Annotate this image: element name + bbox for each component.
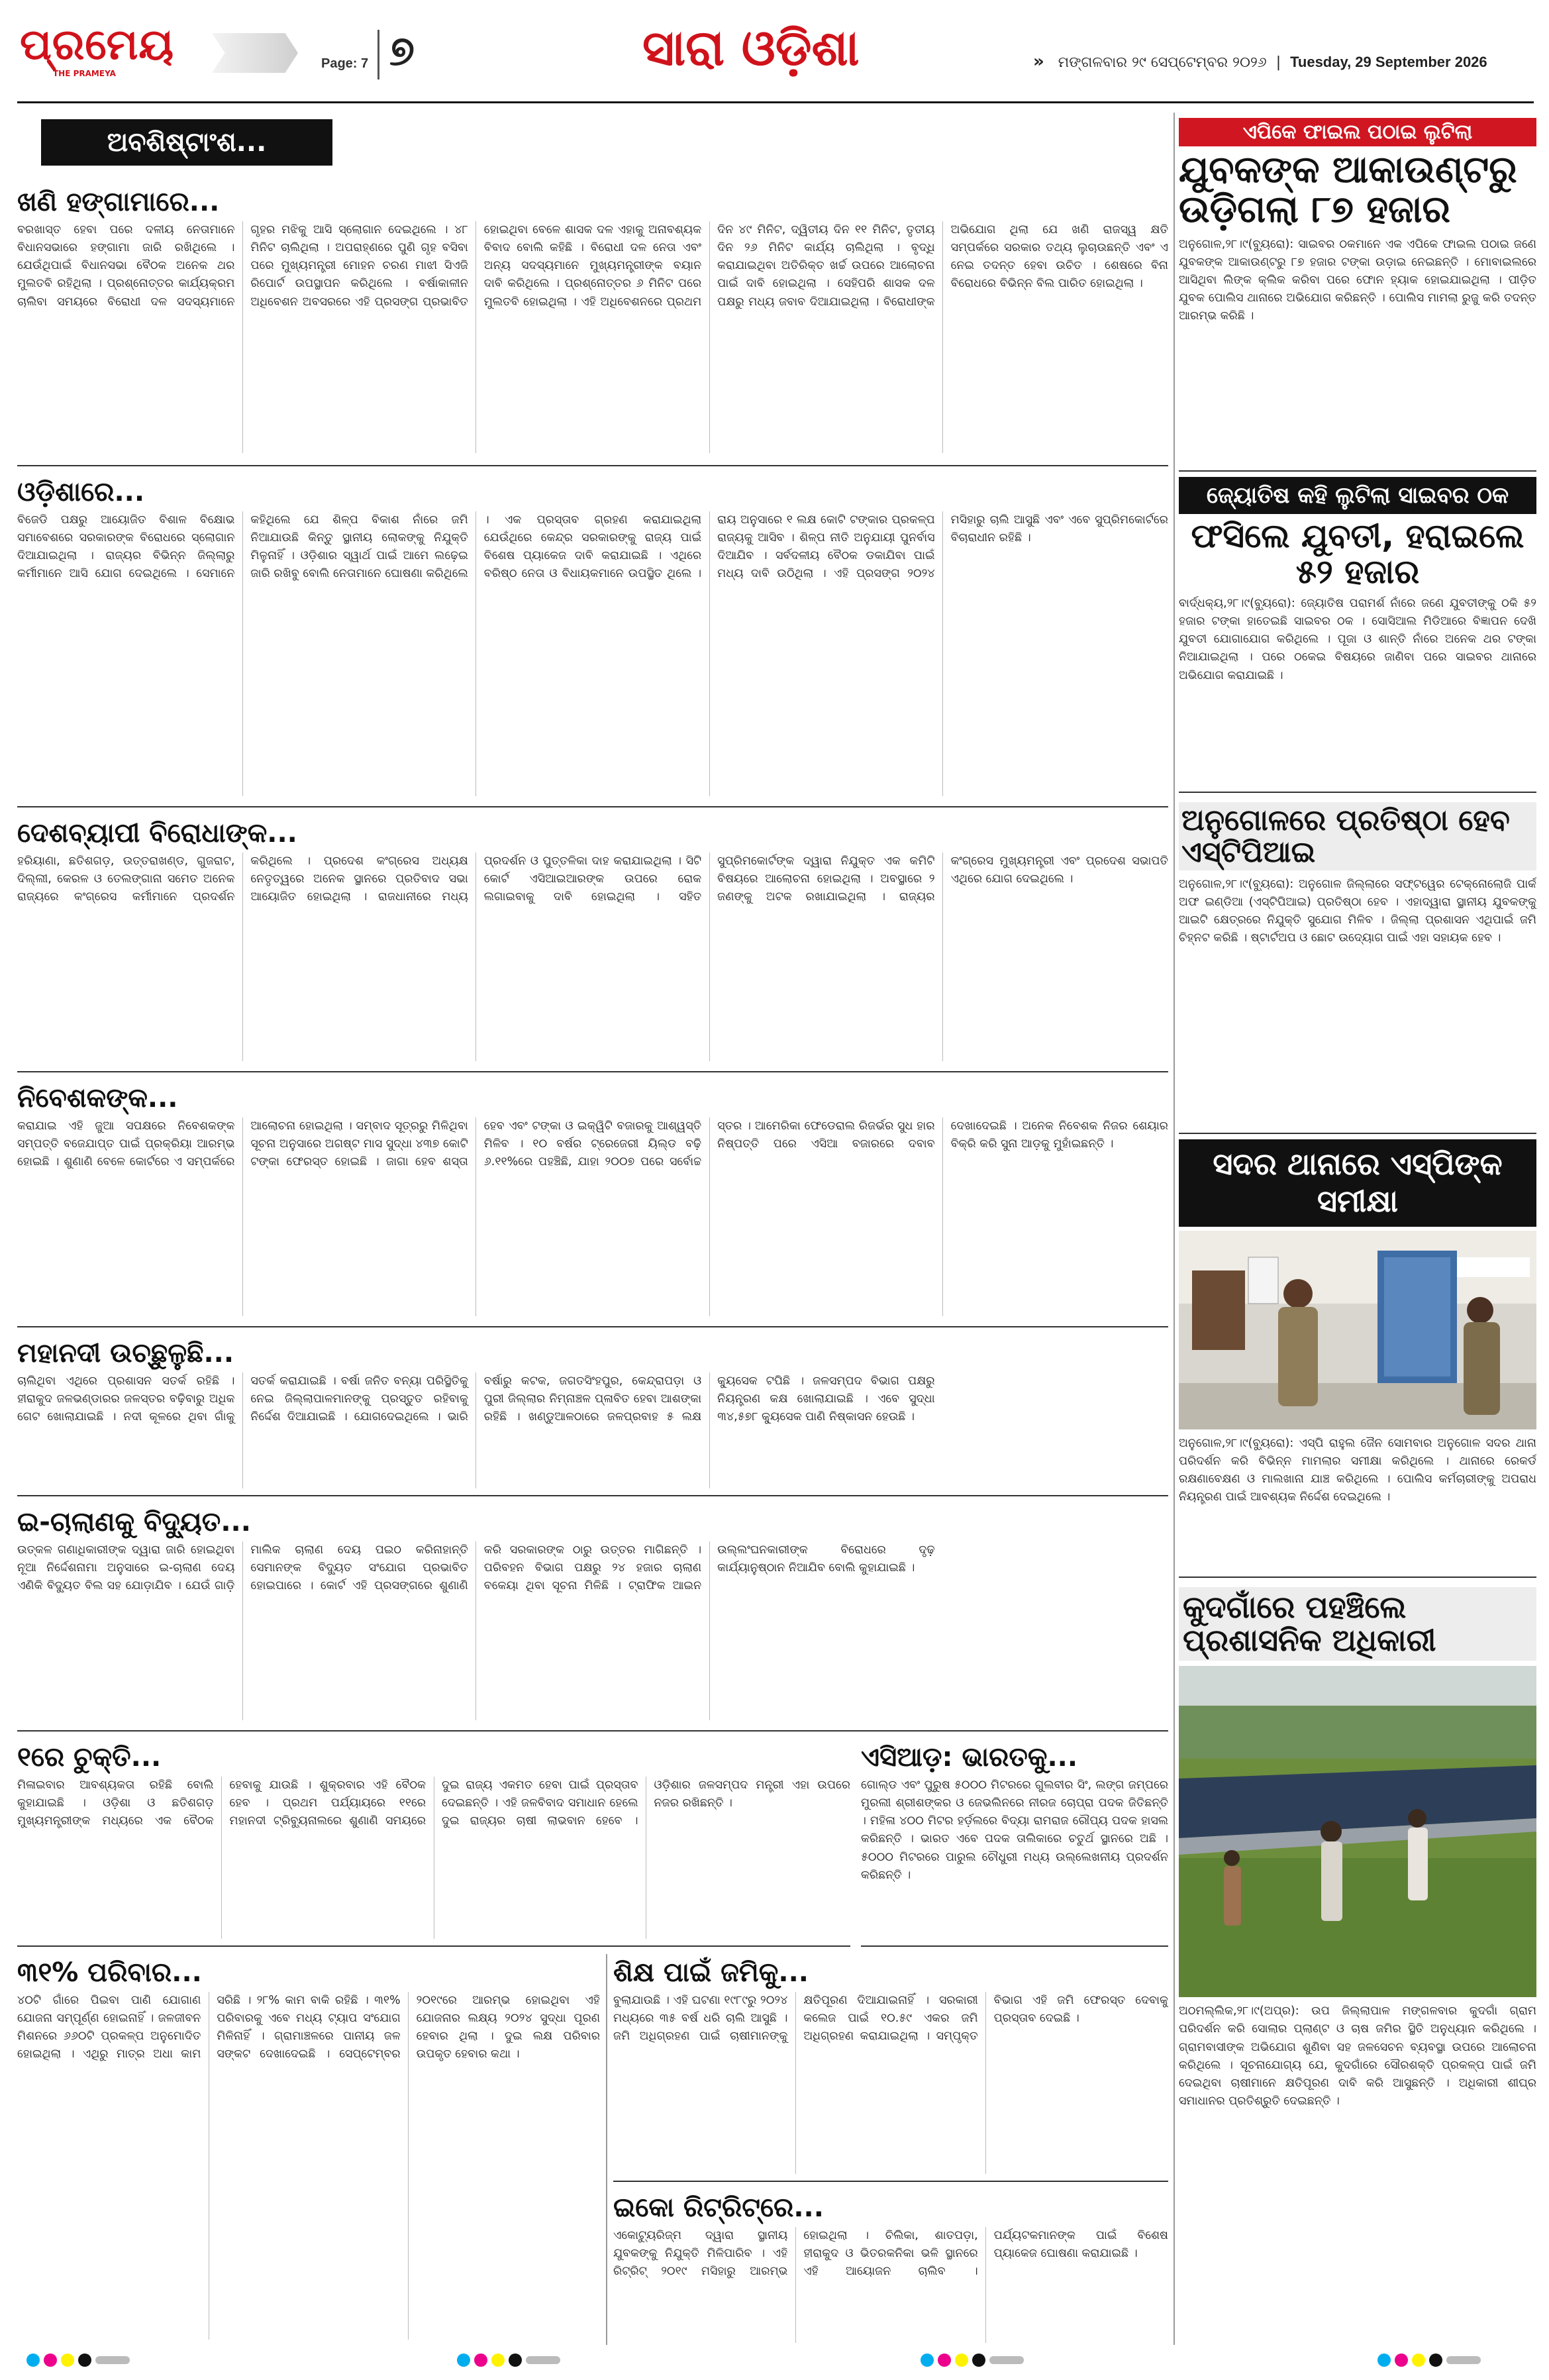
article-investors: [17, 1078, 1168, 1327]
black-dot: [509, 2354, 522, 2367]
grey-strip: [989, 2356, 1024, 2364]
page-number: ୭: [389, 26, 415, 75]
black-dot: [972, 2354, 985, 2367]
right-article-kudgaon: [1179, 1583, 1536, 2345]
cyan-dot: [921, 2354, 934, 2367]
article-kicker: ଶିକ୍ଷ ପାଇଁ ଜମିକୁ...: [613, 1957, 809, 1988]
article-protest: [17, 813, 1168, 1072]
article-kicker: ଇ-ଚାଲାଣକୁ ବିଦ୍ୟୁତ...: [17, 1507, 251, 1537]
article-body: ଅନୁଗୋଳ,୨୮।୯(ବ୍ୟୁରୋ): ଅନୁଗୋଳ ଜିଲ୍ଲାରେ ସଫ୍ଟୱେର ଟେକ୍ନୋଲୋଜି ପାର୍କ ଅଫ ଇଣ୍ଡିଆ (ଏସ୍‌ଟିପିଆଇ) ପ୍ରତିଷ୍ଠା ହେବ । ଏହାଦ୍ୱାରା ସ୍ଥାନୀୟ ଯୁବକଙ୍କୁ ଆଇଟି କ୍ଷେତ୍ରରେ ନିଯୁକ୍ତି ସୁଯୋଗ ମିଳିବ । ଜିଲ୍ଲା ପ୍ରଶାସନ ଏଥିପାଇଁ ଜମି ଚିହ୍ନଟ କରିଛି । ଷ୍ଟାର୍ଟଅପ ଓ ଛୋଟ ଉଦ୍ୟୋଗ ପାଇଁ ଏହା ସହାୟକ ହେବ ।: [1179, 878, 1536, 945]
article-body: ଉତ୍କଳ ଗଣାଧିକାରୀଙ୍କ ଦ୍ୱାରା ଜାରି ହୋଇଥିବା ନୂଆ ନିର୍ଦ୍ଦେଶନାମା ଅନୁସାରେ ଇ-ଚାଲାଣ ଦେୟ ଏଣିକି ବିଦ୍ୟୁତ ବିଲ ସହ ଯୋଡ଼ାଯିବ । ଯେଉଁ ଗାଡ଼ି ମାଲିକ ଚାଲାଣ ଦେୟ ପଇଠ କରିନାହାନ୍ତି ସେମାନଙ୍କ ବିଦ୍ୟୁତ ସଂଯୋଗ ପ୍ରଭାବିତ ହୋଇପାରେ । କୋର୍ଟ ଏହି ପ୍ରସଙ୍ଗରେ ଶୁଣାଣି କରି ସରକାରଙ୍କ ଠାରୁ ଉତ୍ତର ମାଗିଛନ୍ତି । ପରିବହନ ବିଭାଗ ପକ୍ଷରୁ ୨୪ ହଜାର ଚାଲାଣ ବକେୟା ଥିବା ସୂଚନା ମିଳିଛି । ଟ୍ରାଫିକ ଆଇନ ଉଲ୍ଲଂଘନକାରୀଙ୍କ ବିରୋଧରେ ଦୃଢ଼ କାର୍ଯ୍ୟାନୁଷ୍ଠାନ ନିଆଯିବ ବୋଲି କୁହାଯାଇଛି ।: [17, 1543, 935, 1593]
article-kicker: ୧ରେ ଚୁକ୍ତି...: [17, 1742, 162, 1773]
article-asiad: [861, 1737, 1168, 1947]
column-divider: [1174, 113, 1175, 2345]
article-headline: ଅନୁଗୋଳରେ ପ୍ରତିଷ୍ଠା ହେବ ଏସ୍‌ଟିପିଆଇ: [1179, 802, 1536, 870]
article-body: ଚାଲିଥିବା ଏଥିରେ ପ୍ରଶାସନ ସତର୍କ ରହିଛି । ହୀରାକୁଦ ଜଳଭଣ୍ଡାରର ଜଳସ୍ତର ବଢ଼ିବାରୁ ଅଧିକ ଗେଟ ଖୋଲାଯାଇଛି । ନଦୀ କୂଳରେ ଥିବା ଗାଁକୁ ସତର୍କ କରାଯାଇଛି । ବର୍ଷା ଜନିତ ବନ୍ୟା ପରିସ୍ଥିତିକୁ ନେଇ ଜିଲ୍ଲାପାଳମାନଙ୍କୁ ପ୍ରସ୍ତୁତ ରହିବାକୁ ନିର୍ଦ୍ଦେଶ ଦିଆଯାଇଛି । ଯୋଗଦେଇଥିଲେ । ଭାରି ବର୍ଷାରୁ କଟକ, ଜଗତସିଂହପୁର, କେନ୍ଦ୍ରାପଡ଼ା ଓ ପୁରୀ ଜିଲ୍ଲାର ନିମ୍ନାଞ୍ଚଳ ପ୍ଳାବିତ ହେବା ଆଶଙ୍କା ରହିଛି । ଖଣ୍ଡୁଆଳଠାରେ ଜଳପ୍ରବାହ ୫ ଲକ୍ଷ କ୍ୟୁସେକ ଟପିଛି । ଜଳସମ୍ପଦ ବିଭାଗ ପକ୍ଷରୁ ନିୟନ୍ତ୍ରଣ କକ୍ଷ ଖୋଲାଯାଇଛି । ଏବେ ସୁଦ୍ଧା ୩୪,୫୭୮ କ୍ୟୁସେକ ପାଣି ନିଷ୍କାସନ ହେଉଛି ।: [17, 1374, 935, 1424]
article-headline: ସଦର ଥାନାରେ ଏସ୍‌ପିଙ୍କ ସମୀକ୍ଷା: [1179, 1139, 1536, 1227]
article-kicker: ଏସିଆଡ଼: ଭାରତକୁ...: [861, 1742, 1078, 1773]
grey-strip: [1446, 2356, 1481, 2364]
grey-strip: [95, 2356, 130, 2364]
right-article-astrology: [1179, 477, 1536, 793]
article-body: ହରିୟାଣା, ଛତିଶଗଡ଼, ଉତ୍ତରାଖଣ୍ଡ, ଗୁଜରାଟ, ଦିଲ୍ଲୀ, କେରଳ ଓ ତେଲଙ୍ଗାନା ସମେତ ଅନେକ ରାଜ୍ୟରେ କଂଗ୍ରେସ କର୍ମୀମାନେ ପ୍ରଦର୍ଶନ କରିଥିଲେ । ପ୍ରଦେଶ କଂଗ୍ରେସ ଅଧ୍ୟକ୍ଷ ନେତୃତ୍ୱରେ ଅନେକ ସ୍ଥାନରେ ପ୍ରତିବାଦ ସଭା ଆୟୋଜିତ ହୋଇଥିଲା । ରାଜଧାନୀରେ ମଧ୍ୟ ପ୍ରଦର୍ଶନ ଓ ପୁତ୍ତଳିକା ଦାହ କରାଯାଇଥିଲା । ସିଟି କୋର୍ଟ ଏସିଆଇଆରଙ୍କ ଉପରେ ରୋକ ଲଗାଇବାକୁ ଦାବି ହୋଇଥିଲା । ସହିତ ସୁପ୍ରିମକୋର୍ଟଙ୍କ ଦ୍ୱାରା ନିଯୁକ୍ତ ଏକ କମିଟି ବିଷୟରେ ଆଲୋଚନା ହୋଇଥିଲା । ଅବସ୍ଥାରେ ୨ ଜଣଙ୍କୁ ଅଟକ ରଖାଯାଇଥିଲା । ରାଜ୍ୟର କଂଗ୍ରେସ ମୁଖ୍ୟମନ୍ତ୍ରୀ ଏବଂ ପ୍ରଦେଶ ସଭାପତି ଏଥିରେ ଯୋଗ ଦେଇଥିଲେ ।: [17, 854, 1168, 904]
newspaper-logo-subtitle: THE PRAMEYA: [53, 69, 116, 78]
magenta-dot: [474, 2354, 487, 2367]
cyan-dot: [1377, 2354, 1391, 2367]
police-station-photo-image: [1179, 1231, 1536, 1429]
article-body: ୪୦ଟି ଗାଁରେ ପିଇବା ପାଣି ଯୋଗାଣ ଯୋଜନା ସମ୍ପୂର୍ଣ୍ଣ ହୋଇନାହିଁ । ଜଳଜୀବନ ମିଶନରେ ୬୬୦ଟି ପ୍ରକଳ୍ପ ଅନୁମୋଦିତ ହୋଇଥିଲା । ଏଥିରୁ ମାତ୍ର ଅଧା କାମ ସରିଛି । ୨୮% କାମ ବାକି ରହିଛି । ୩୧% ପରିବାରକୁ ଏବେ ମଧ୍ୟ ଟ୍ୟାପ ସଂଯୋଗ ମିଳିନାହିଁ । ଗ୍ରାମାଞ୍ଚଳରେ ପାନୀୟ ଜଳ ସଙ୍କଟ ଦେଖାଦେଇଛି । ସେପ୍ଟେମ୍ବର ୨୦୧୯ରେ ଆରମ୍ଭ ହୋଇଥିବା ଏହି ଯୋଜନାର ଲକ୍ଷ୍ୟ ୨୦୨୪ ସୁଦ୍ଧା ପୂରଣ ହେବାର ଥିଲା । ଦୁଇ ଲକ୍ଷ ପରିବାର ଉପକୃତ ହେବାର କଥା ।: [17, 1994, 600, 2061]
magenta-dot: [938, 2354, 951, 2367]
article-body: ବିଜେଡି ପକ୍ଷରୁ ଆୟୋଜିତ ବିଶାଳ ବିକ୍ଷୋଭ ସମାବେଶରେ ସରକାରଙ୍କ ବିରୋଧରେ ସ୍ଲୋଗାନ ଦିଆଯାଇଥିଲା । ରାଜ୍ୟର ବିଭିନ୍ନ ଜିଲ୍ଲାରୁ କର୍ମୀମାନେ ଆସି ଯୋଗ ଦେଇଥିଲେ । ସେମାନେ କହିଥିଲେ ଯେ ଶିଳ୍ପ ବିକାଶ ନାଁରେ ଜମି ନିଆଯାଉଛି କିନ୍ତୁ ସ୍ଥାନୀୟ ଲୋକଙ୍କୁ ନିଯୁକ୍ତି ମିଳୁନାହିଁ । ଓଡ଼ିଶାର ସ୍ୱାର୍ଥ ପାଇଁ ଆମେ ଲଢ଼େଇ ଜାରି ରଖିବୁ ବୋଲି ନେତାମାନେ ଘୋଷଣା କରିଥିଲେ । ଏକ ପ୍ରସ୍ତାବ ଗ୍ରହଣ କରାଯାଇଥିଲା ଯେଉଁଥିରେ କେନ୍ଦ୍ର ସରକାରଙ୍କୁ ରାଜ୍ୟ ପାଇଁ ବିଶେଷ ପ୍ୟାକେଜ ଦାବି କରାଯାଇଛି । ଏଥିରେ ବରିଷ୍ଠ ନେତା ଓ ବିଧାୟକମାନେ ଉପସ୍ଥିତ ଥିଲେ । ରାୟ ଅନୁସାରେ ୧ ଲକ୍ଷ କୋଟି ଟଙ୍କାର ପ୍ରକଳ୍ପ ରାଜ୍ୟକୁ ଆସିବ । ଶିଳ୍ପ ନୀତି ଅନୁଯାୟୀ ପୁନର୍ବାସ ଦିଆଯିବ । ସର୍ବଦଳୀୟ ବୈଠକ ଡକାଯିବା ପାଇଁ ମଧ୍ୟ ଦାବି ଉଠିଥିଲା । ଏହି ପ୍ରସଙ୍ଗ ୨୦୨୪ ମସିହାରୁ ଚାଲି ଆସୁଛି ଏବଂ ଏବେ ସୁପ୍ରିମକୋର୍ଟରେ ବିଚାରାଧୀନ ରହିଛି ।: [17, 513, 1168, 581]
article-families: [17, 1952, 600, 2346]
double-chevron-icon: »: [1033, 52, 1044, 72]
print-registration-marks: [921, 2350, 1024, 2370]
article-headline: ଫସିଲେ ଯୁବତୀ, ହରାଇଲେ ୫୨ ହଜାର: [1191, 517, 1524, 591]
section-title: ସାରା ଓଡ଼ିଶା: [642, 20, 860, 77]
article-eco-retreat: [613, 2187, 1168, 2346]
divider: [606, 1954, 607, 2345]
yellow-dot: [61, 2354, 74, 2367]
page-label: Page: 7: [321, 56, 369, 71]
article-body: ଅନୁଗୋଳ,୨୮।୯(ବ୍ୟୁରୋ): ସାଇବର ଠକମାନେ ଏକ ଏପିକେ ଫାଇଲ ପଠାଇ ଜଣେ ଯୁବକଙ୍କ ଆକାଉଣ୍ଟରୁ ୮୭ ହଜାର ଟଙ୍କା ଉଡ଼ାଇ ନେଇଛନ୍ତି । ମୋବାଇଲରେ ଆସିଥିବା ଲିଙ୍କ କ୍ଲିକ କରିବା ପରେ ଫୋନ ହ୍ୟାକ ହୋଇଯାଇଥିଲା । ପୀଡ଼ିତ ଯୁବକ ପୋଲିସ ଥାନାରେ ଅଭିଯୋଗ କରିଛନ୍ତି । ପୋଲିସ ମାମଲା ରୁଜୁ କରି ତଦନ୍ତ ଆରମ୍ଭ କରିଛି ।: [1179, 237, 1536, 323]
article-body: ଅନୁଗୋଳ,୨୮।୯(ବ୍ୟୁରୋ): ଏସ୍‌ପି ରାହୁଲ ଜୈନ ସୋମବାର ଅନୁଗୋଳ ସଦର ଥାନା ପରିଦର୍ଶନ କରି ବିଭିନ୍ନ ମାମଲାର ସମୀକ୍ଷା କରିଥିଲେ । ଥାନାରେ ରେକର୍ଡ ରକ୍ଷଣାବେକ୍ଷଣ ଓ ମାଲଖାନା ଯାଞ୍ଚ କରିଥିଲେ । ପୋଲିସ କର୍ମଚାରୀଙ୍କୁ ଅପରାଧ ନିୟନ୍ତ୍ରଣ ପାଇଁ ଆବଶ୍ୟକ ନିର୍ଦ୍ଦେଶ ଦେଇଥିଲେ ।: [1179, 1437, 1536, 1504]
article-body: ଗୋଲ୍ଡ ଏବଂ ପୁରୁଷ ୫୦୦୦ ମିଟରରେ ଗୁଲବୀର ସିଂ, ଲଙ୍ଗ ଜମ୍ପରେ ମୁରଲୀ ଶ୍ରୀଶଙ୍କର ଓ ଜେଭଲିନରେ ନୀରଜ ଚୋପ୍ରା ପଦକ ଜିତିଛନ୍ତି । ମହିଳା ୪୦୦ ମିଟର ହର୍ଡ଼ଲରେ ବିଦ୍ୟା ରାମରାଜ ରୌପ୍ୟ ପଦକ ହାସଲ କରିଛନ୍ତି । ଭାରତ ଏବେ ପଦକ ତାଲିକାରେ ଚତୁର୍ଥ ସ୍ଥାନରେ ଅଛି । ୫୦୦୦ ମିଟରରେ ପାରୁଲ ଚୌଧୁରୀ ମଧ୍ୟ ଉଲ୍ଲେଖନୀୟ ପ୍ରଦର୍ଶନ କରିଛନ୍ତି ।: [861, 1779, 1168, 1882]
black-dot: [1429, 2354, 1442, 2367]
cyan-dot: [457, 2354, 470, 2367]
article-mahanadi: [17, 1333, 1168, 1496]
article-mining: [17, 174, 1168, 466]
article-kicker: ଖଣି ହଙ୍ଗାମାରେ...: [17, 187, 220, 217]
continuation-banner: ଅବଶିଷ୍ଟାଂଶ...: [41, 119, 332, 166]
article-body: ବୁଲାଯାଉଛି । ଏହି ଘଟଣା ୧୯୮୯ରୁ ୨୦୨୪ ମଧ୍ୟରେ ୩୫ ବର୍ଷ ଧରି ଚାଲି ଆସୁଛି । ଜମି ଅଧିଗ୍ରହଣ ପାଇଁ ଚାଷୀମାନଙ୍କୁ କ୍ଷତିପୂରଣ ଦିଆଯାଇନାହିଁ । ସରକାରୀ କଲେଜ ପାଇଁ ୧୦.୫୯ ଏକର ଜମି ଅଧିଗ୍ରହଣ କରାଯାଇଥିଲା । ସମ୍ପୃକ୍ତ ବିଭାଗ ଏହି ଜମି ଫେରସ୍ତ ଦେବାକୁ ପ୍ରସ୍ତାବ ଦେଇଛି ।: [613, 1994, 1168, 2044]
article-body: ମିଳାଇବାର ଆବଶ୍ୟକତା ରହିଛି ବୋଲି କୁହାଯାଇଛି । ଓଡ଼ିଶା ଓ ଛତିଶଗଡ଼ ମୁଖ୍ୟମନ୍ତ୍ରୀଙ୍କ ମଧ୍ୟରେ ଏକ ବୈଠକ ହେବାକୁ ଯାଉଛି । ଶୁକ୍ରବାର ଏହି ବୈଠକ ହେବ । ପ୍ରଥମ ପର୍ଯ୍ୟାୟରେ ୧୧ରେ ମହାନଦୀ ଟ୍ରିବ୍ୟୁନାଲରେ ଶୁଣାଣି ସମୟରେ ଦୁଇ ରାଜ୍ୟ ଏକମତ ହେବା ପାଇଁ ପ୍ରସ୍ତାବ ଦେଇଛନ୍ତି । ଏହି ଜଳବିବାଦ ସମାଧାନ ହେଲେ ଦୁଇ ରାଜ୍ୟର ଚାଷୀ ଲାଭବାନ ହେବେ । ଓଡ଼ିଶାର ଜଳସମ୍ପଦ ମନ୍ତ୍ରୀ ଏହା ଉପରେ ନଜର ରଖିଛନ୍ତି ।: [17, 1779, 850, 1828]
article-body: ବରଖାସ୍ତ ହେବା ପରେ ଦଳୀୟ ନେତାମାନେ ବିଧାନସଭାରେ ହଙ୍ଗାମା ଜାରି ରଖିଥିଲେ । ଯେଉଁଥିପାଇଁ ବିଧାନସଭା ବୈଠକ ଅନେକ ଥର ମୁଲତବି ରହିଥିଲା । ପ୍ରଶ୍ନୋତ୍ତର କାର୍ଯ୍ୟକ୍ରମ ଚାଲିବା ସମୟରେ ବିରୋଧୀ ଦଳ ସଦସ୍ୟମାନେ ଗୃହର ମଝିକୁ ଆସି ସ୍ଲୋଗାନ ଦେଇଥିଲେ । ୪୮ ମିନିଟ ଚାଲିଥିଲା । ଅପରାହ୍ଣରେ ପୁଣି ଗୃହ ବସିବା ପରେ ମୁଖ୍ୟମନ୍ତ୍ରୀ ମୋହନ ଚରଣ ମାଝୀ ସିଏଜି ରିପୋର୍ଟ ଉପସ୍ଥାପନ କରିଥିଲେ । ବର୍ଷାକାଳୀନ ଅଧିବେଶନ ଅବସରରେ ଏହି ପ୍ରସଙ୍ଗ ପ୍ରଭାବିତ ହୋଇଥିବା ବେଳେ ଶାସକ ଦଳ ଏହାକୁ ଅନାବଶ୍ୟକ ବିବାଦ ବୋଲି କହିଛି । ବିରୋଧୀ ଦଳ ନେତା ଏବଂ ଅନ୍ୟ ସଦସ୍ୟମାନେ ମୁଖ୍ୟମନ୍ତ୍ରୀଙ୍କ ବୟାନ ଦାବି କରିଥିଲେ । ପ୍ରଶ୍ନୋତ୍ତର ୬ ମିନିଟ ପରେ ମୁଲତବି ହୋଇଥିଲା । ଏହି ଅଧିବେଶନରେ ପ୍ରଥମ ଦିନ ୪୯ ମିନିଟ, ଦ୍ୱିତୀୟ ଦିନ ୧୧ ମିନିଟ, ତୃତୀୟ ଦିନ ୨୬ ମିନିଟ କାର୍ଯ୍ୟ ଚାଲିଥିଲା । ବୃଦ୍ଧି କରାଯାଇଥିବା ଅତିରିକ୍ତ ଖର୍ଚ୍ଚ ଉପରେ ଆଲୋଚନା ପାଇଁ ଦାବି ହୋଇଥିଲା । ସେହିପରି ଶାସକ ଦଳ ପକ୍ଷରୁ ମଧ୍ୟ ଜବାବ ଦିଆଯାଇଥିଲା । ବିରୋଧୀଙ୍କ ଅଭିଯୋଗ ଥିଲା ଯେ ଖଣି ରାଜସ୍ୱ କ୍ଷତି ସମ୍ପର୍କରେ ସରକାର ତଥ୍ୟ ଲୁଚାଉଛନ୍ତି ଏବଂ ଏ ନେଇ ତଦନ୍ତ ହେବା ଉଚିତ । ଶେଷରେ ବିନା ବିରୋଧରେ ବିଭିନ୍ନ ବିଲ ପାରିତ ହୋଇଥିଲା ।: [17, 223, 1168, 309]
chevron-decoration-icon: [212, 33, 298, 73]
yellow-dot: [1412, 2354, 1425, 2367]
article-headline: କୁଦଗାଁରେ ପହଞ୍ଚିଲେ ପ୍ରଶାସନିକ ଅଧିକାରୀ: [1179, 1587, 1536, 1661]
print-registration-marks: [26, 2350, 130, 2370]
article-agreement: [17, 1737, 850, 1947]
article-kicker: ୩୧% ପରିବାର...: [17, 1957, 202, 1988]
article-kicker: ଇକୋ ରିଟ୍ରିଟ୍‌ରେ...: [613, 2193, 824, 2223]
yellow-dot: [491, 2354, 505, 2367]
yellow-dot: [955, 2354, 968, 2367]
solar-field-photo: [1179, 1666, 1536, 1997]
solar-field-photo-image: [1179, 1666, 1536, 1997]
right-article-stpi: [1179, 798, 1536, 1134]
article-body: ଅଠମଲ୍ଲିକ,୨୮।୯(ଅପ୍ର): ଉପ ଜିଲ୍ଲାପାଳ ମଙ୍ଗଳବାର କୁଦଗାଁ ଗ୍ରାମ ପରିଦର୍ଶନ କରି ସୋଲାର ପ୍ଲାଣ୍ଟ ଓ ଚାଷ ଜମିର ସ୍ଥିତି ଅନୁଧ୍ୟାନ କରିଥିଲେ । ଗ୍ରାମବାସୀଙ୍କ ଅଭିଯୋଗ ଶୁଣିବା ସହ ଜଳସେଚନ ବ୍ୟବସ୍ଥା ଉପରେ ଆଲୋଚନା କରିଥିଲେ । ସୂଚନାଯୋଗ୍ୟ ଯେ, କୁଦଗାଁରେ ସୌରଶକ୍ତି ପ୍ରକଳ୍ପ ପାଇଁ ଜମି ଦେଇଥିବା ଚାଷୀମାନେ କ୍ଷତିପୂରଣ ଦାବି କରି ଆସୁଛନ୍ତି । ଅଧିକାରୀ ଶୀଘ୍ର ସମାଧାନର ପ୍ରତିଶ୍ରୁତି ଦେଇଛନ୍ତି ।: [1179, 2004, 1536, 2108]
magenta-dot: [1395, 2354, 1408, 2367]
article-kicker: ମହାନଦୀ ଉଚ୍ଛୁଳୁଛି...: [17, 1338, 234, 1369]
article-headline: ଯୁବକଙ୍କ ଆକାଉଣ୍ଟରୁ ଉଡ଼ିଗଲା ୮୭ ହଜାର: [1179, 148, 1517, 232]
print-registration-marks: [457, 2350, 560, 2370]
magenta-dot: [44, 2354, 57, 2367]
header-rule: [17, 101, 1534, 103]
masthead: [0, 0, 1549, 99]
cyan-dot: [26, 2354, 40, 2367]
article-echallan: [17, 1502, 1168, 1732]
article-body: କରାଯାଇ ଏହି ଜୁଆ ସପକ୍ଷରେ ନିବେଶକଙ୍କ ସମ୍ପତ୍ତି ବଜେଯାପ୍ତ ପାଇଁ ପ୍ରକ୍ରିୟା ଆରମ୍ଭ ହୋଇଛି । ଶୁଣାଣି ବେଳେ କୋର୍ଟରେ ଏ ସମ୍ପର୍କରେ ଆଲୋଚନା ହୋଇଥିଲା । ସମ୍ବାଦ ସୂତ୍ରରୁ ମିଳିଥିବା ସୂଚନା ଅନୁସାରେ ଅଗଷ୍ଟ ମାସ ସୁଦ୍ଧା ୪୩୭ କୋଟି ଟଙ୍କା ଫେରସ୍ତ ହୋଇଛି । ଜାଗା ହେବ ଶସ୍ତା ହେବ ଏବଂ ଟଙ୍କା ଓ ଇକ୍ୱିଟି ବଜାରକୁ ଆଶ୍ୱସ୍ତି ମିଳିବ । ୧୦ ବର୍ଷର ଟ୍ରେଜେରୀ ୟିଲ୍ଡ ବଢ଼ି ୬.୧୧%ରେ ପହଞ୍ଚିଛି, ଯାହା ୨୦୦୭ ପରେ ସର୍ବୋଚ୍ଚ ସ୍ତର । ଆମେରିକା ଫେଡେରାଲ ରିଜର୍ଭର ସୁଧ ହାର ନିଷ୍ପତ୍ତି ପରେ ଏସିଆ ବଜାରରେ ଦବାବ ଦେଖାଦେଇଛି । ଅନେକ ନିବେଶକ ନିଜର ଶେୟାର ବିକ୍ରି କରି ସୁନା ଆଡ଼କୁ ମୁହାଁଇଛନ୍ତି ।: [17, 1119, 1168, 1169]
article-land: [613, 1952, 1168, 2182]
article-kicker: ଓଡ଼ିଶାରେ...: [17, 477, 145, 507]
article-odisha: [17, 472, 1168, 807]
article-body: ବାର୍ଦ୍ଧକ୍ୟ,୨୮।୯(ବ୍ୟୁରୋ): ଜ୍ୟୋତିଷ ପରାମର୍ଶ ନାଁରେ ଜଣେ ଯୁବତୀଙ୍କୁ ଠକି ୫୨ ହଜାର ଟଙ୍କା ହାତେଇଛି ସାଇବର ଠକ । ସୋସିଆଲ ମିଡିଆରେ ବିଜ୍ଞାପନ ଦେଖି ଯୁବତୀ ଯୋଗାଯୋଗ କରିଥିଲେ । ପୂଜା ଓ ଶାନ୍ତି ନାଁରେ ଅନେକ ଥର ଟଙ୍କା ନିଆଯାଇଥିଲା । ପରେ ଠକେଇ ବିଷୟରେ ଜାଣିବା ପରେ ସାଇବର ଥାନାରେ ଅଭିଯୋଗ କରାଯାଇଛି ।: [1179, 597, 1536, 682]
divider: [377, 30, 379, 79]
newspaper-logo: ପ୍ରମେୟ: [20, 20, 175, 70]
grey-strip: [526, 2356, 560, 2364]
date-english: Tuesday, 29 September 2026: [1290, 54, 1487, 70]
right-article-apk: [1179, 118, 1536, 472]
article-kicker: ନିବେଶକଙ୍କ...: [17, 1083, 178, 1113]
article-kicker: ଦେଶବ୍ୟାପୀ ବିରୋଧାଙ୍କ...: [17, 818, 297, 849]
article-tag: ଜ୍ୟୋତିଷ କହି ଲୁଟିଲା ସାଇବର ଠକ: [1179, 477, 1536, 514]
black-dot: [78, 2354, 91, 2367]
article-tag: ଏପିକେ ଫାଇଲ ପଠାଇ ଲୁଟିଲା: [1179, 118, 1536, 146]
print-registration-marks: [1377, 2350, 1481, 2370]
article-body: ଏକୋଟ୍ୟୁରିଜ୍ମ ଦ୍ୱାରା ସ୍ଥାନୀୟ ଯୁବକଙ୍କୁ ନିଯୁକ୍ତି ମିଳିପାରିବ । ଏହି ରିଟ୍ରିଟ୍ ୨୦୧୯ ମସିହାରୁ ଆରମ୍ଭ ହୋଇଥିଲା । ଚିଲିକା, ଶାତପଡ଼ା, ହୀରାକୁଦ ଓ ଭିତରକନିକା ଭଳି ସ୍ଥାନରେ ଏହି ଆୟୋଜନ ଚାଲିବ । ପର୍ଯ୍ୟଟକମାନଙ୍କ ପାଇଁ ବିଶେଷ ପ୍ୟାକେଜ ଘୋଷଣା କରାଯାଇଛି ।: [613, 2229, 1168, 2279]
right-article-sp-review: [1179, 1139, 1536, 1578]
dateline: » ମଙ୍ଗଳବାର ୨୯ ସେପ୍ଟେମ୍ବର ୨୦୨୬ | Tuesday, 29 September 2026: [1033, 52, 1487, 72]
police-station-photo: [1179, 1231, 1536, 1429]
date-odia: ମଙ୍ଗଳବାର ୨୯ ସେପ୍ଟେମ୍ବର ୨୦୨୬: [1058, 54, 1267, 71]
